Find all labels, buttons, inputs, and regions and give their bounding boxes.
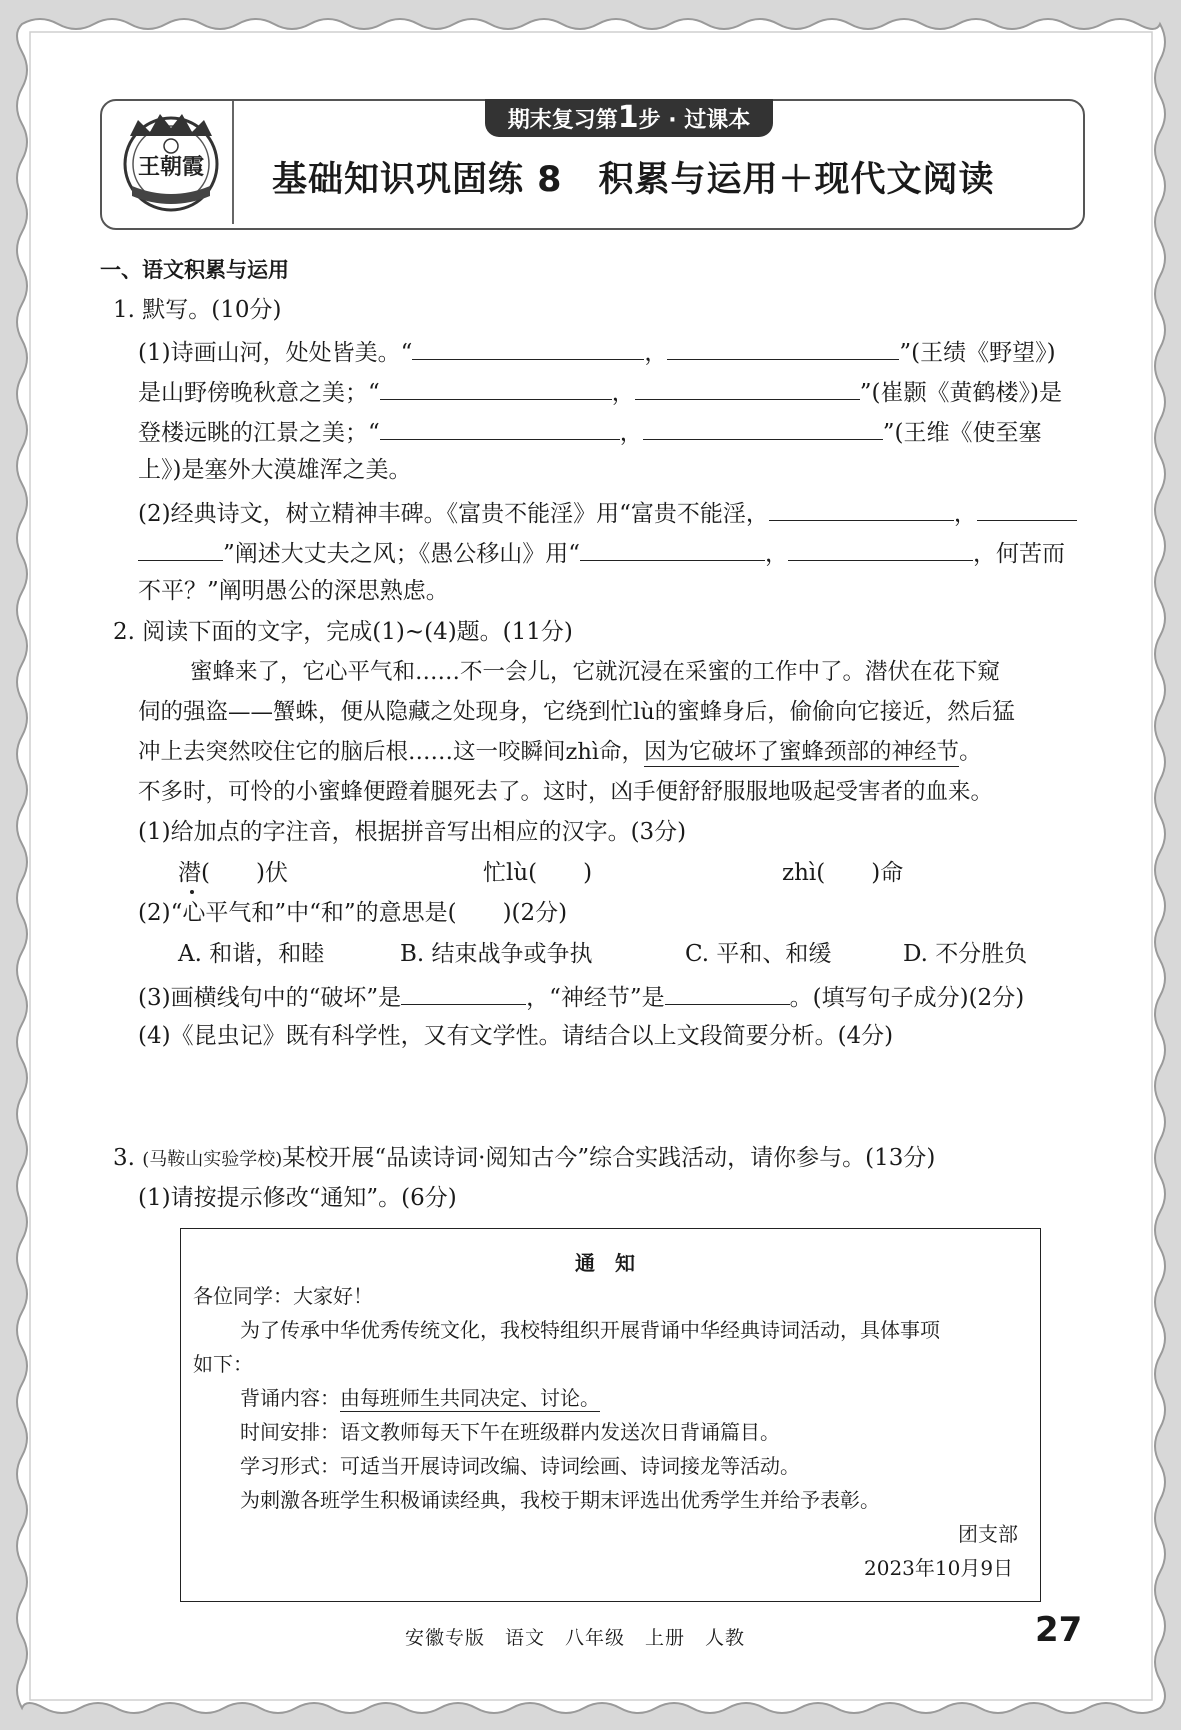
q2-pinyin-c[interactable]: zhì( )命: [782, 860, 904, 886]
notice-greeting: 各位同学：大家好！: [193, 1284, 373, 1308]
q2-sub-2: (2)“心平气和”中“和”的意思是( )(2分): [138, 900, 568, 926]
notice-line-4: 时间安排：语文教师每天下午在班级群内发送次日背诵篇目。: [240, 1420, 780, 1444]
passage-line-2: 伺的强盗——蟹蛛，便从隐藏之处现身，它绕到忙lù的蜜蜂身后，偷偷向它接近，然后猛: [138, 699, 1015, 725]
option-c[interactable]: C. 平和、和缓: [685, 941, 832, 967]
passage-line-4: 不多时，可怜的小蜜蜂便蹬着腿死去了。这时，凶手便舒舒服服地吸起受害者的血来。: [138, 779, 994, 805]
notice-line-5: 学习形式：可适当开展诗词改编、诗词绘画、诗词接龙等活动。: [240, 1454, 800, 1478]
answer-blank[interactable]: [977, 496, 1077, 521]
answer-blank[interactable]: [643, 415, 883, 440]
answer-blank[interactable]: [769, 496, 954, 521]
q2-sub-4: (4)《昆虫记》既有科学性，又有文学性。请结合以上文段简要分析。(4分): [138, 1023, 894, 1049]
q1-line-6: ”阐述大丈夫之风；《愚公移山》用“ ， ，何苦而: [138, 536, 1065, 569]
notice-line-1: 为了传承中华优秀传统文化，我校特组织开展背诵中华经典诗词活动，具体事项: [240, 1318, 940, 1342]
answer-blank[interactable]: [380, 415, 620, 440]
answer-blank[interactable]: [665, 980, 790, 1005]
answer-blank[interactable]: [580, 536, 765, 561]
header-tag-prefix: 期末复习第: [507, 108, 618, 133]
q1-line-1: (1)诗画山河，处处皆美。“ ， ”(王绩《野望》): [138, 335, 1056, 368]
q2-pinyin-b[interactable]: 忙lù( ): [483, 860, 593, 886]
answer-blank[interactable]: [788, 536, 973, 561]
emphasis-dot: [190, 890, 194, 894]
notice-date: 2023年10月9日: [864, 1556, 1014, 1580]
header-divider: [232, 101, 234, 224]
notice-line-3: 背诵内容：由每班师生共同决定、讨论。: [240, 1386, 600, 1410]
header-tag-suffix: 步 · 过课本: [638, 108, 751, 133]
underlined-sentence: 因为它破坏了蜜蜂颈部的神经节: [644, 739, 960, 765]
answer-blank[interactable]: [667, 335, 899, 360]
q2-sub-1: (1)给加点的字注音，根据拼音写出相应的汉字。(3分): [138, 819, 687, 845]
q2-sub-3: (3)画横线句中的“破坏”是 ，“神经节”是 。(填写句子成分)(2分): [138, 980, 1024, 1013]
page-number: 27: [1035, 1610, 1083, 1650]
answer-blank[interactable]: [635, 375, 860, 400]
answer-blank[interactable]: [412, 335, 644, 360]
option-a[interactable]: A. 和谐，和睦: [178, 941, 325, 967]
footer-info: 安徽专版 语文 八年级 上册 人教: [405, 1627, 746, 1649]
school-name: (马鞍山实验学校): [142, 1149, 283, 1170]
q1-heading: 1. 默写。(10分): [113, 297, 282, 323]
underlined-text: 由每班师生共同决定、讨论。: [340, 1386, 600, 1410]
option-b[interactable]: B. 结束战争或争执: [400, 941, 593, 967]
header-tag-num: 1: [617, 100, 639, 135]
q2-heading: 2. 阅读下面的文字，完成(1)~(4)题。(11分): [113, 619, 573, 645]
q1-line-4: 上》)是塞外大漠雄浑之美。: [138, 457, 412, 483]
answer-blank[interactable]: [138, 536, 223, 561]
answer-blank[interactable]: [380, 375, 612, 400]
notice-title: 通 知: [575, 1251, 635, 1275]
logo-text: 王朝霞: [137, 154, 205, 180]
q3-heading: 3. (马鞍山实验学校)某校开展“品读诗词·阅知古今”综合实践活动，请你参与。(13分): [113, 1145, 936, 1171]
notice-line-6: 为刺激各班学生积极诵读经典，我校于期末评选出优秀学生并给予表彰。: [240, 1488, 880, 1512]
option-d[interactable]: D. 不分胜负: [903, 941, 1028, 967]
section-title: 一、语文积累与运用: [100, 258, 289, 282]
q1-line-7: 不平？”阐明愚公的深思熟虑。: [138, 578, 449, 604]
notice-signature: 团支部: [958, 1522, 1018, 1546]
passage-line-1: 蜜蜂来了，它心平气和……不一会儿，它就沉浸在采蜜的工作中了。潜伏在花下窥: [190, 659, 1001, 685]
passage-line-3: 冲上去突然咬住它的脑后根……这一咬瞬间zhì命，因为它破坏了蜜蜂颈部的神经节。: [138, 739, 982, 765]
q1-line-2: 是山野傍晚秋意之美；“ ， ”(崔颢《黄鹤楼》)是: [138, 375, 1062, 408]
q1-line-5: (2)经典诗文，树立精神丰碑。《富贵不能淫》用“富贵不能淫， ，: [138, 496, 1077, 529]
publisher-logo-icon: [116, 106, 226, 216]
q1-line-3: 登楼远眺的江景之美；“ ， ”(王维《使至塞: [138, 415, 1042, 448]
answer-blank[interactable]: [401, 980, 526, 1005]
q3-sub-1: (1)请按提示修改“通知”。(6分): [138, 1185, 457, 1211]
page-title: 基础知识巩固练 8 积累与运用＋现代文阅读: [272, 160, 995, 200]
header-tag: [485, 99, 773, 137]
notice-line-2: 如下：: [193, 1352, 253, 1376]
q2-pinyin-a[interactable]: 潜( )伏: [178, 860, 288, 886]
